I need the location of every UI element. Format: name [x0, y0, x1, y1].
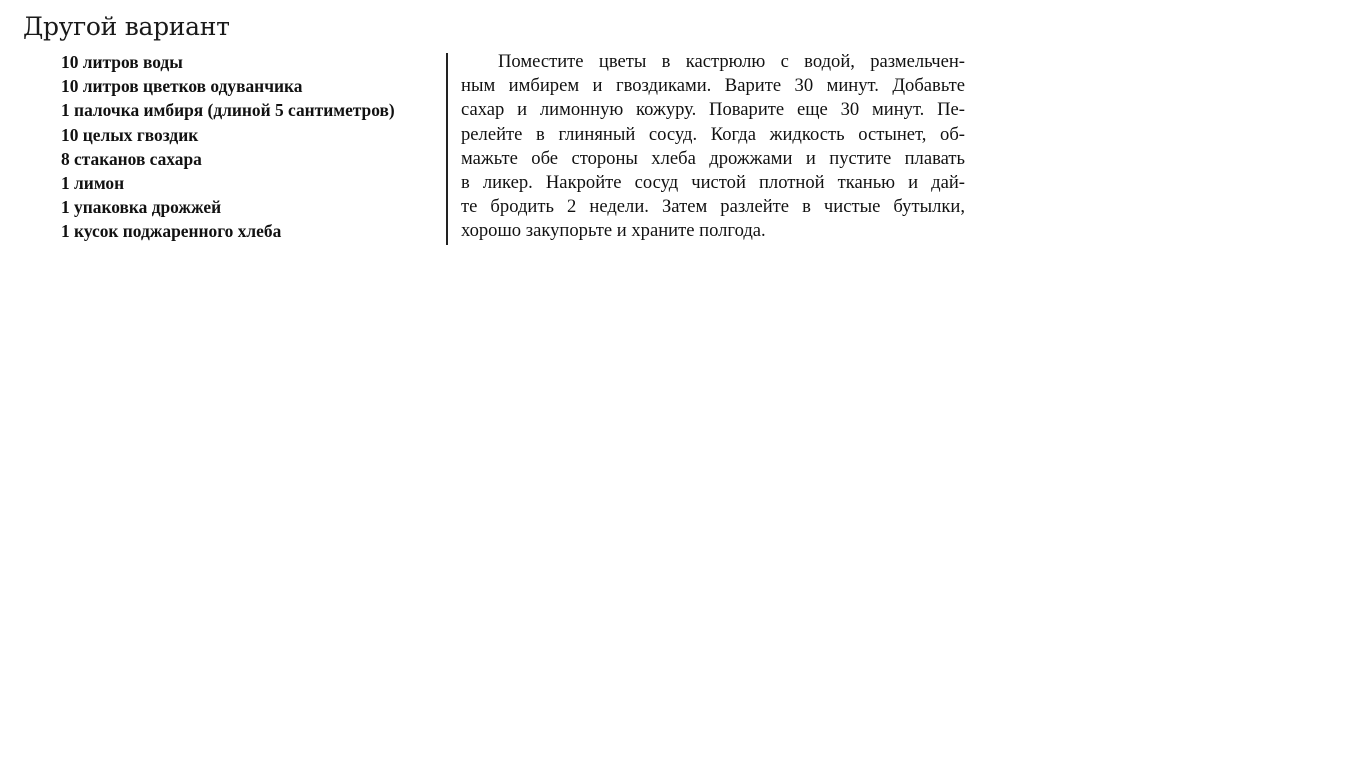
ingredient-item: 10 литров цветков одуванчика — [61, 76, 303, 97]
method-paragraph — [461, 50, 965, 244]
method-line: Поместите цветы в кастрюлю с водой, размельчен- — [498, 51, 965, 72]
section-title: Другой вариант — [23, 12, 230, 41]
method-line: сахар и лимонную кожуру. Поварите еще 30 минут. Пе- — [461, 99, 965, 121]
ingredient-item: 1 палочка имбиря (длиной 5 сантиметров) — [61, 100, 395, 121]
ingredients-list — [61, 50, 441, 244]
ingredient-item: 10 литров воды — [61, 52, 183, 72]
method-line: хорошо закупорьте и храните полгода. — [461, 220, 766, 242]
method-line: релейте в глиняный сосуд. Когда жидкость остынет, об- — [461, 123, 965, 145]
method-line: в ликер. Накройте сосуд чистой плотной тканью и дай- — [461, 171, 965, 193]
column-divider — [446, 53, 448, 245]
ingredient-item: 8 стаканов сахара — [61, 148, 202, 169]
method-line: ным имбирем и гвоздиками. Варите 30 минут. Добавьте — [461, 75, 965, 97]
ingredient-item: 10 целых гвоздик — [61, 124, 199, 145]
method-line: те бродить 2 недели. Затем разлейте в чистые бутылки, — [461, 196, 965, 218]
method-line: мажьте обе стороны хлеба дрожжами и пустите плавать — [461, 147, 965, 169]
ingredient-item: 1 кусок поджаренного хлеба — [61, 221, 282, 242]
ingredient-item: 1 лимон — [61, 172, 125, 193]
ingredient-item: 1 упаковка дрожжей — [61, 197, 222, 218]
